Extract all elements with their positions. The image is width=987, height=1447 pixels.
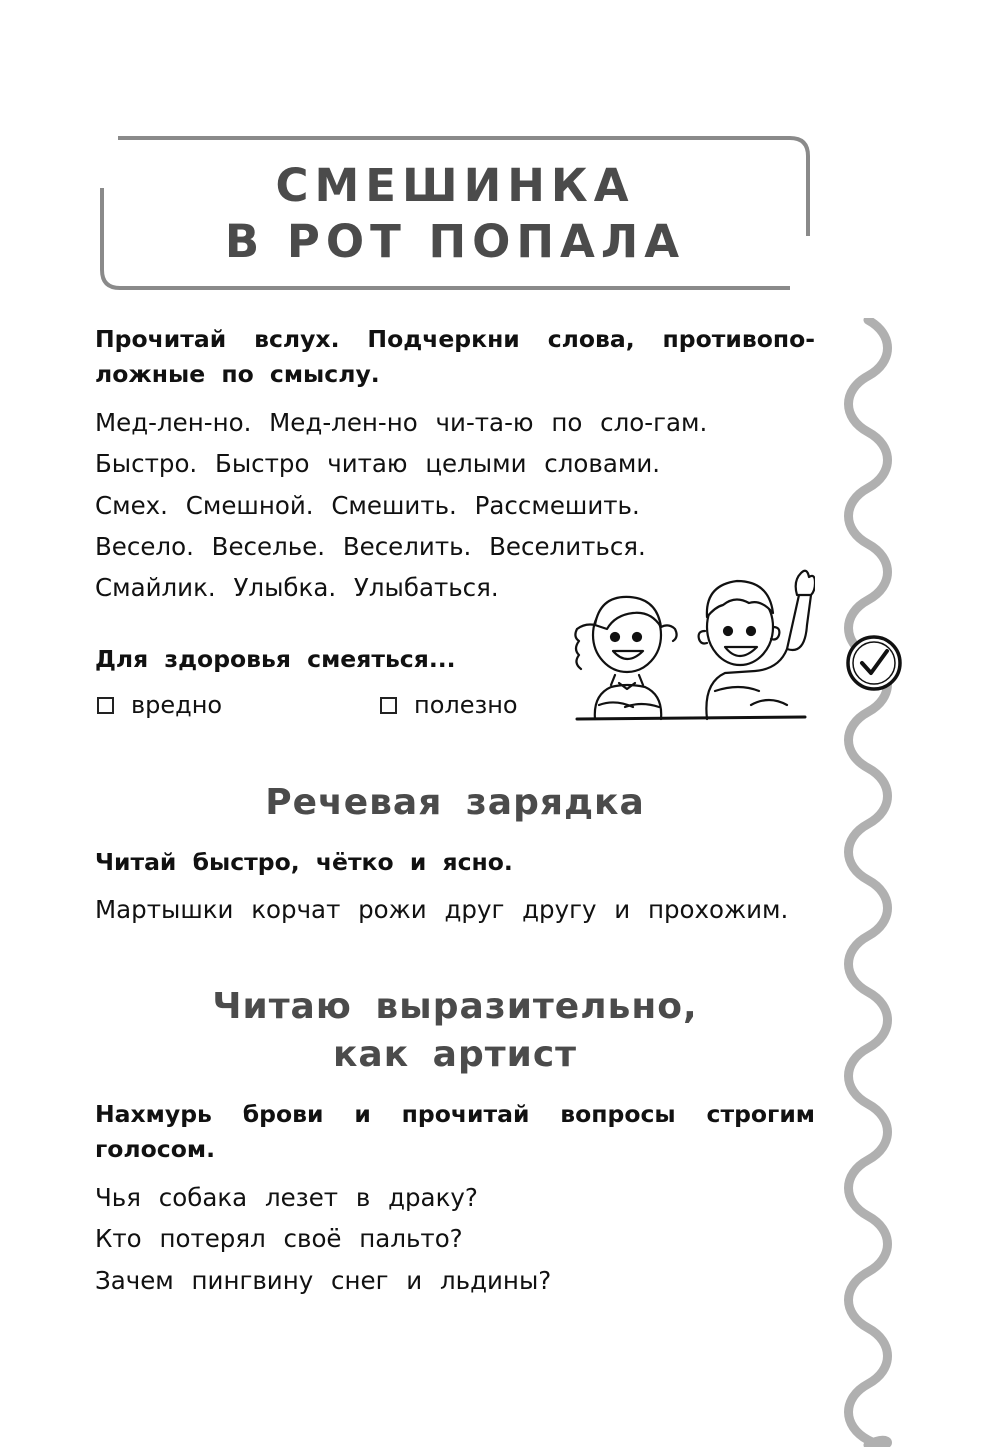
task1-instruction: Прочитай вслух. Подчеркни слова, противопо-ложные по смыслу. bbox=[95, 325, 815, 388]
expressive-title-line1: Читаю выразительно, bbox=[212, 986, 698, 1027]
checkbox-useful[interactable] bbox=[380, 697, 397, 714]
expressive-title-line2: как артист bbox=[332, 1034, 578, 1075]
check-circle-icon bbox=[844, 633, 904, 693]
option-useful-label: полезно bbox=[414, 691, 518, 719]
reading-line: Смех. Смешной. Смешить. Рассмешить. bbox=[95, 490, 640, 520]
expressive-questions bbox=[95, 1177, 835, 1301]
speech-warmup-text bbox=[95, 889, 835, 930]
wavy-border-decoration bbox=[838, 318, 898, 1447]
page-title-line1: СМЕШИНКА bbox=[275, 159, 635, 212]
question-line: Зачем пингвину снег и льдины? bbox=[95, 1265, 552, 1295]
page-title-line2: В РОТ ПОПАЛА bbox=[224, 215, 686, 268]
speech-warmup-instruction: Читай быстро, чётко и ясно. bbox=[95, 848, 513, 876]
expressive-instruction: Нахмурь брови и прочитай вопросы строгим голосом. bbox=[95, 1100, 815, 1163]
tongue-twister: Мартышки корчат рожи друг другу и прохожим. bbox=[95, 895, 789, 924]
option-harmful[interactable] bbox=[97, 688, 222, 722]
section-title-expressive bbox=[98, 983, 812, 1079]
section-title-speech-warmup bbox=[98, 779, 812, 827]
reading-line: Весело. Веселье. Веселить. Веселиться. bbox=[95, 531, 646, 561]
reading-line: Смайлик. Улыбка. Улыбаться. bbox=[95, 573, 499, 603]
quiz-question: Для здоровья смеяться... bbox=[95, 645, 456, 673]
page-title bbox=[98, 158, 812, 270]
question-line: Кто потерял своё пальто? bbox=[95, 1224, 463, 1254]
reading-line: Мед-лен-но. Мед-лен-но чи-та-ю по сло-гам. bbox=[95, 408, 708, 437]
checkbox-harmful[interactable] bbox=[97, 697, 114, 714]
reading-line: Быстро. Быстро читаю целыми словами. bbox=[95, 449, 661, 479]
question-line: Чья собака лезет в драку? bbox=[95, 1183, 478, 1212]
speech-warmup-title: Речевая зарядка bbox=[265, 782, 645, 823]
option-useful[interactable] bbox=[380, 688, 518, 722]
kids-illustration bbox=[555, 555, 815, 725]
option-harmful-label: вредно bbox=[131, 691, 223, 719]
